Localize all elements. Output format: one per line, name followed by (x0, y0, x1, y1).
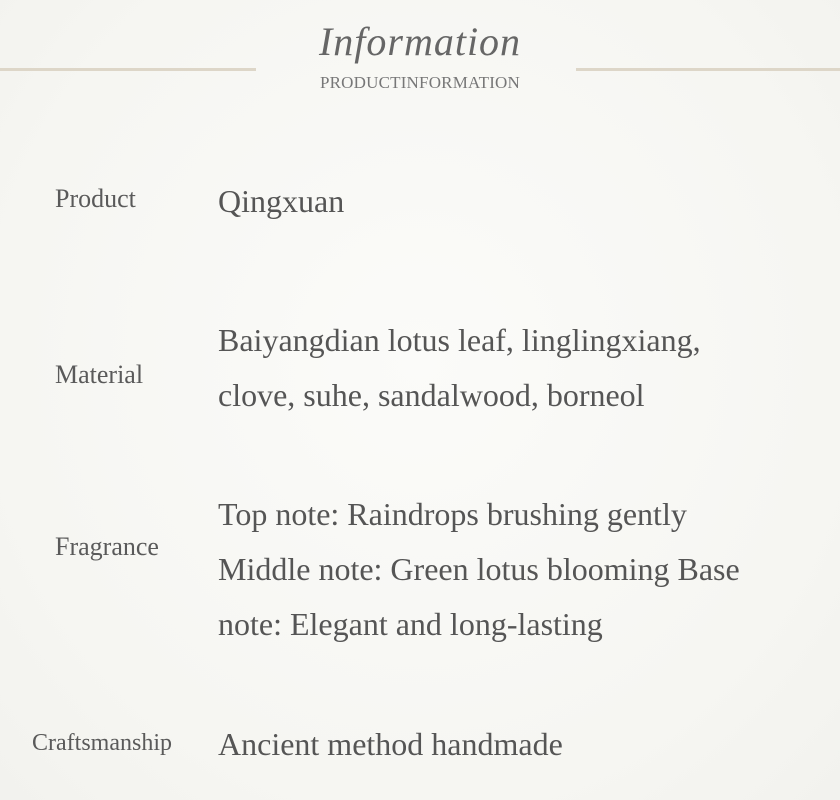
header-divider-left (0, 68, 256, 71)
header-divider-right (576, 68, 840, 71)
value-product-line: Qingxuan (218, 183, 345, 219)
value-material-line: clove, suhe, sandalwood, borneol (218, 377, 645, 413)
value-fragrance-line: Top note: Raindrops brushing gently (218, 496, 687, 532)
page-subtitle: PRODUCTINFORMATION (319, 73, 521, 92)
value-product (218, 174, 828, 229)
value-craftsmanship (218, 717, 828, 772)
label-material: Material (55, 360, 144, 389)
value-material-line: Baiyangdian lotus leaf, linglingxiang, (218, 322, 701, 358)
value-fragrance (218, 487, 828, 652)
label-product: Product (55, 184, 136, 213)
label-fragrance: Fragrance (55, 532, 159, 561)
value-fragrance-line: Middle note: Green lotus blooming Base (218, 551, 740, 587)
label-craftsmanship: Craftsmanship (32, 730, 172, 756)
page-title: Information (318, 19, 522, 64)
value-material (218, 313, 828, 423)
value-craftsmanship-line: Ancient method handmade (218, 726, 563, 762)
value-fragrance-line: note: Elegant and long-lasting (218, 606, 603, 642)
